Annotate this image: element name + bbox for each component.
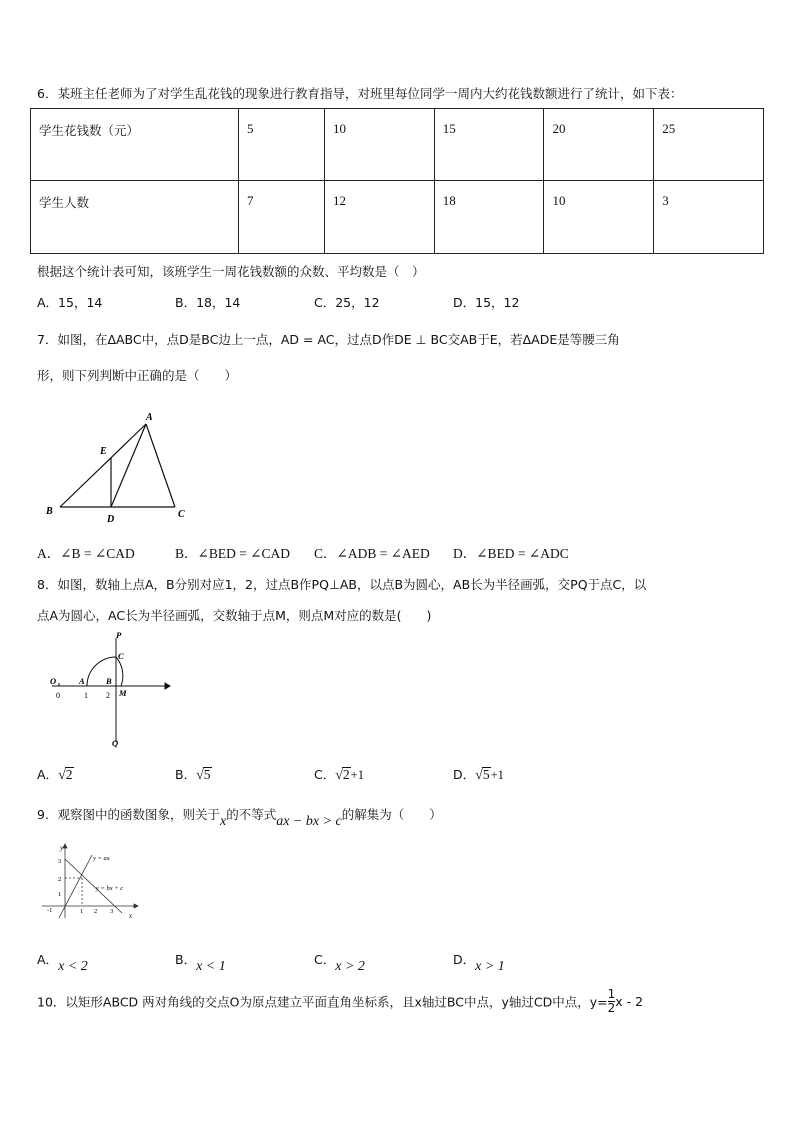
table-cell: 3 [654,181,764,254]
label-c: C [118,651,124,661]
option-letter: C． [314,767,336,782]
table-header-cell: 学生人数 [31,181,239,254]
q9-stem-mid: 的不等式 [226,807,277,822]
q10-stem-tail: x - 2 [615,994,644,1009]
sqrt-radicand: 2 [65,767,73,782]
label-a: A [79,676,85,686]
label-q: Q [112,738,119,748]
option-letter: B． [175,767,197,782]
label-b: B [46,506,53,517]
y-tick-2: 2 [58,876,62,883]
table-cell: 20 [544,109,654,181]
table-cell: 10 [544,181,654,254]
table-cell: 10 [324,109,434,181]
x-tick-2: 2 [94,908,98,915]
q7-option-d[interactable]: D．∠BED = ∠ADC [453,546,569,561]
sqrt-radicand: 5 [203,767,211,782]
table-cell: 25 [654,109,764,181]
q10-stem-text: 10．以矩形ABCD 两对角线的交点O为原点建立平面直角坐标系，且x轴过BC中点，y轴过CD中点，y= [37,994,608,1010]
q7-stem-line1: 7．如图，在ΔABC中，点D是BC边上一点，AD = AC，过点D作DE ⊥ BC交AB于E，若ΔADE是等腰三角 [37,332,620,347]
q7-stem-line2: 形，则下列判断中正确的是（ ） [37,368,238,383]
option-letter: C． [314,952,336,967]
number-line-figure [40,630,175,748]
arc-cm [116,657,123,686]
option-expr: x < 1 [196,959,226,974]
q9-stem-inequality: ax − bx > c [276,814,342,829]
q6-option-a[interactable]: A．15，14 [37,295,103,310]
line-label-bxc: y = bx + c [96,885,124,892]
option-letter: B． [175,952,197,967]
tick-label-0: 0 [56,691,60,700]
x-tick-neg1: -1 [47,907,53,914]
q6-option-b[interactable]: B．18，14 [175,295,241,310]
y-tick-1: 1 [58,891,62,898]
y-axis-arrow [63,844,67,848]
sqrt-radicand: 5 [482,767,490,782]
q6-option-c[interactable]: C．25，12 [314,295,380,310]
q9-stem [37,805,442,829]
line-y-ax [59,855,92,918]
q9-option-a[interactable] [37,950,88,974]
q9-option-c[interactable] [314,950,365,974]
q9-stem-suffix: 的解集为（ ） [341,807,442,822]
q6-question: 根据这个统计表可知，该班学生一周花钱数额的众数、平均数是（ ） [37,264,425,279]
axis-arrow [165,683,170,689]
q9-option-b[interactable] [175,950,226,974]
segment-ab [60,424,146,507]
q8-option-a[interactable]: A．√2 [37,767,73,783]
label-c: C [178,509,185,520]
x-axis-arrow [134,904,138,908]
option-letter: D． [453,767,476,782]
function-graph [38,842,140,922]
q9-option-d[interactable] [453,950,505,974]
label-a: A [146,412,153,423]
x-tick-3: 3 [110,908,114,915]
option-expr: x < 2 [58,959,88,974]
option-tail: +1 [490,768,504,782]
table-row [31,109,764,181]
q9-stem-prefix: 9．观察图中的函数图象，则关于 [37,807,220,822]
label-b: B [106,676,112,686]
option-expr: x > 1 [475,959,505,974]
q8-stem-line2: 点A为圆心，AC长为半径画弧，交数轴于点M，则点M对应的数是( ) [37,608,432,623]
x-tick-1: 1 [80,908,84,915]
table-header-cell: 学生花钱数（元） [31,109,239,181]
label-o: O [50,676,57,686]
sqrt-radicand: 2 [342,767,350,782]
line-label-ax: y = ax [93,855,110,862]
tick-label-2: 2 [106,691,110,700]
q6-stem: 6．某班主任老师为了对学生乱花钱的现象进行教育指导，对班里每位同学一周内大约花钱数额进行了统计，如下表： [37,86,683,101]
fraction-denominator: 2 [607,1001,616,1015]
q7-option-a[interactable]: A．∠B = ∠CAD [37,546,135,561]
label-e: E [100,446,107,457]
q7-option-c[interactable]: C．∠ADB = ∠AED [314,546,430,561]
label-p: P [116,630,122,640]
table-cell: 7 [239,181,325,254]
option-tail: +1 [350,768,364,782]
table-cell: 18 [434,181,544,254]
fraction-numerator: 1 [607,987,616,1001]
q7-option-b[interactable]: B．∠BED = ∠CAD [175,546,290,561]
y-tick-3: 3 [58,858,62,865]
option-letter: A． [37,952,59,967]
option-letter: D． [453,952,476,967]
x-axis-label: x [129,912,133,920]
q8-option-d[interactable]: D．√5+1 [453,767,504,783]
q8-option-c[interactable]: C．√2+1 [314,767,364,783]
option-letter: A． [37,767,59,782]
option-expr: x > 2 [335,959,365,974]
table-cell: 5 [239,109,325,181]
tick-label-1: 1 [84,691,88,700]
q6-option-d[interactable]: D．15，12 [453,295,520,310]
table-cell: 12 [324,181,434,254]
table-cell: 15 [434,109,544,181]
y-axis-label: y [60,844,64,852]
segment-ad [111,424,146,507]
q10-stem [37,988,643,1015]
label-d: D [107,514,115,525]
segment-ac [146,424,175,507]
table-row [31,181,764,254]
q9-stem-var: x [219,814,227,829]
triangle-figure [40,408,200,526]
label-m: M [119,688,127,698]
spending-table [30,108,764,254]
q8-option-b[interactable]: B．√5 [175,767,211,783]
q8-stem-line1: 8．如图，数轴上点A，B分别对应1，2，过点B作PQ⊥AB，以点B为圆心，AB长为半径画弧，交PQ于点C，以 [37,577,647,592]
